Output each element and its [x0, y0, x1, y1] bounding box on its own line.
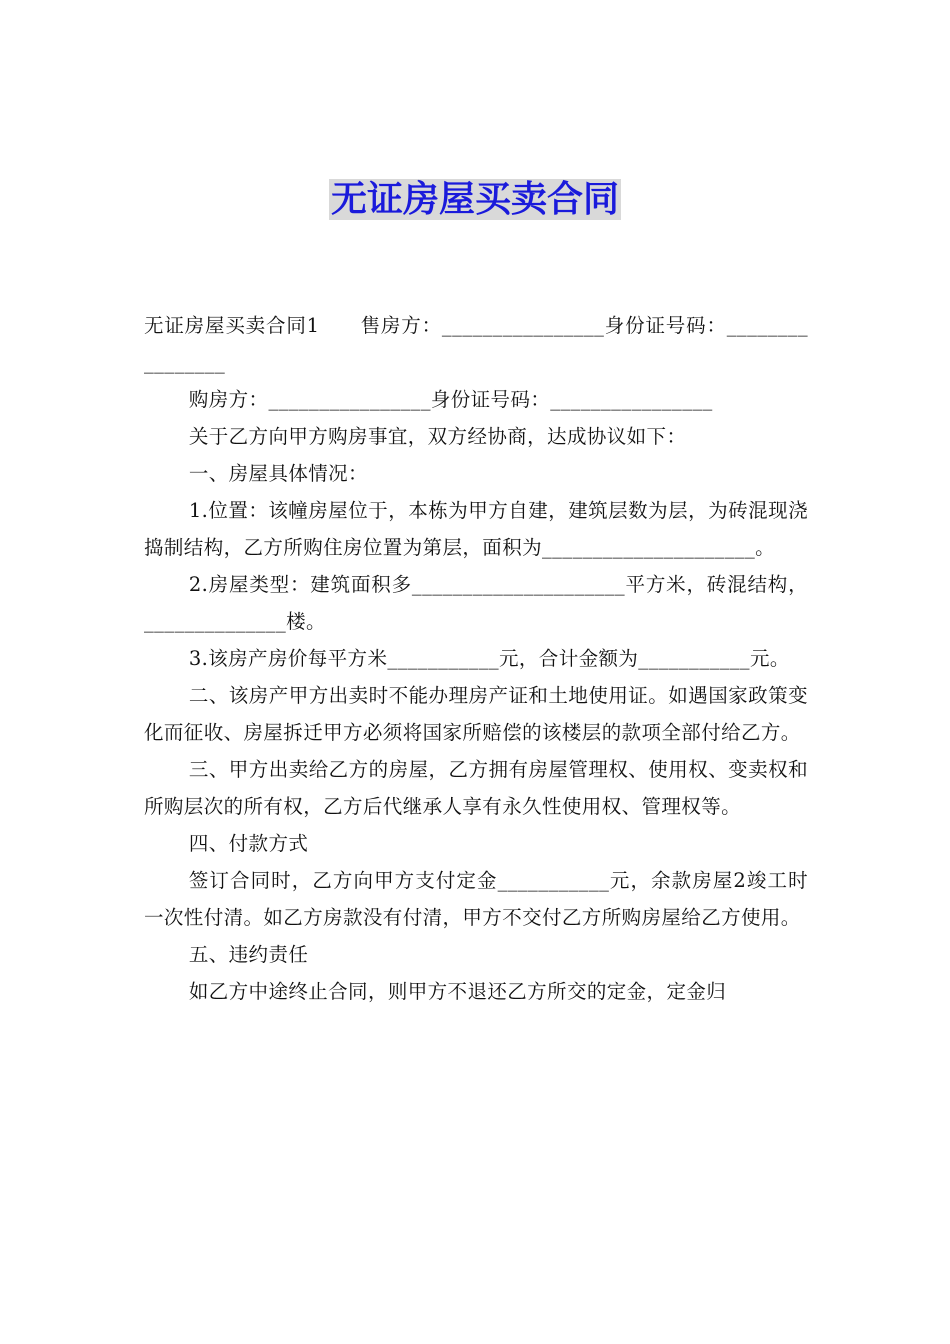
paragraph-agreement-intro: 关于乙方向甲方购房事宜，双方经协商，达成协议如下： [188, 425, 687, 448]
document-title [0, 178, 950, 222]
section-buyer-rights: 三、甲方出卖给乙方的房屋，乙方拥有房屋管理权、使用权、变卖权和所购层次的所有权，乙方后代继承人享有永久性使用权、管理权等。 [144, 758, 808, 818]
section-heading-payment: 四、付款方式 [188, 832, 309, 855]
document-body [144, 307, 808, 1010]
section-heading-house-details: 一、房屋具体情况： [188, 462, 368, 485]
clause-payment-terms: 签订合同时，乙方向甲方支付定金___________元，余款房屋2竣工时一次性付清。如乙方房款没有付清，甲方不交付乙方所购房屋给乙方使用。 [144, 869, 808, 929]
paragraph-parties-seller: 无证房屋买卖合同1 售房方：________________身份证号码：________________ [144, 314, 808, 374]
clause-house-type: 2.房屋类型：建筑面积多_____________________平方米，砖混结构，______________楼。 [144, 573, 808, 633]
section-heading-breach: 五、违约责任 [188, 943, 309, 966]
clause-price: 3.该房产房价每平方米___________元，合计金额为___________元。 [188, 647, 790, 670]
paragraph-parties-buyer: 购房方：________________身份证号码：________________ [188, 388, 713, 411]
clause-location: 1.位置：该幢房屋位于，本栋为甲方自建，建筑层数为层，为砖混现浇捣制结构，乙方所购住房位置为第层，面积为_____________________。 [144, 499, 808, 559]
document-title-text: 无证房屋买卖合同 [330, 179, 619, 220]
clause-breach-liability: 如乙方中途终止合同，则甲方不退还乙方所交的定金，定金归 [188, 980, 727, 1003]
section-no-certificate: 二、该房产甲方出卖时不能办理房产证和土地使用证。如遇国家政策变化而征收、房屋拆迁甲方必须将国家所赔偿的该楼层的款项全部付给乙方。 [144, 684, 808, 744]
